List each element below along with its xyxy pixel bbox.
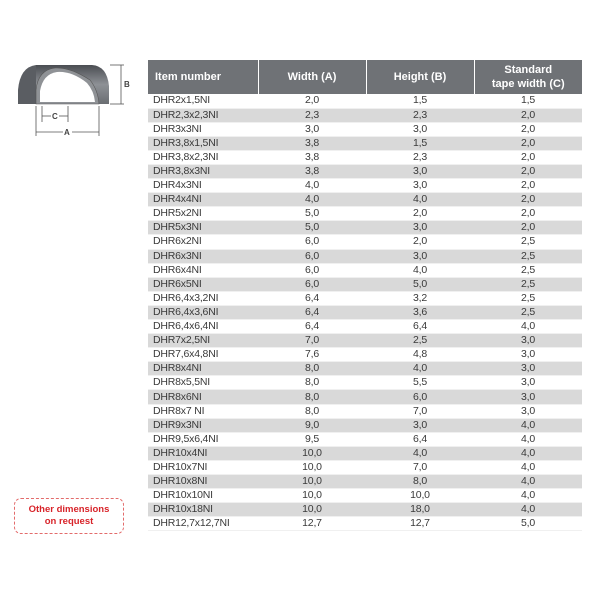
note-line-2: on request [44, 516, 94, 527]
cell-tape-width: 5,0 [474, 517, 582, 531]
cell-height: 3,2 [366, 291, 474, 305]
cell-tape-width: 3,0 [474, 390, 582, 404]
cell-item-number: DHR6x4NI [148, 263, 258, 277]
cell-height: 2,3 [366, 108, 474, 122]
cell-tape-width: 4,0 [474, 475, 582, 489]
table-row [148, 108, 582, 122]
cell-height: 10,0 [366, 489, 474, 503]
cell-tape-width: 2,0 [474, 221, 582, 235]
cell-item-number: DHR3x3NI [148, 122, 258, 136]
cell-item-number: DHR10x4NI [148, 446, 258, 460]
cell-item-number: DHR4x4NI [148, 193, 258, 207]
table-row [148, 432, 582, 446]
cell-height: 6,0 [366, 390, 474, 404]
table-row [148, 179, 582, 193]
cell-width: 9,0 [258, 418, 366, 432]
table-row [148, 418, 582, 432]
cell-item-number: DHR8x6NI [148, 390, 258, 404]
cell-width: 10,0 [258, 446, 366, 460]
cell-width: 10,0 [258, 475, 366, 489]
cell-item-number: DHR7x2,5NI [148, 334, 258, 348]
cell-width: 3,8 [258, 164, 366, 178]
cell-width: 6,0 [258, 263, 366, 277]
cell-tape-width: 2,5 [474, 305, 582, 319]
cell-width: 8,0 [258, 362, 366, 376]
cell-item-number: DHR8x4NI [148, 362, 258, 376]
cell-tape-width: 1,5 [474, 94, 582, 108]
table-row [148, 475, 582, 489]
table-row [148, 291, 582, 305]
cell-tape-width: 3,0 [474, 334, 582, 348]
cell-height: 3,0 [366, 164, 474, 178]
cell-height: 4,0 [366, 263, 474, 277]
cell-height: 4,0 [366, 446, 474, 460]
cell-tape-width: 2,5 [474, 277, 582, 291]
cell-item-number: DHR3,8x2,3NI [148, 150, 258, 164]
cell-tape-width: 2,0 [474, 108, 582, 122]
cell-tape-width: 3,0 [474, 362, 582, 376]
cell-width: 8,0 [258, 404, 366, 418]
cell-tape-width: 4,0 [474, 432, 582, 446]
table-body [148, 94, 582, 531]
dimension-b-marker [110, 65, 124, 104]
cell-item-number: DHR3,8x1,5NI [148, 136, 258, 150]
cell-item-number: DHR3,8x3NI [148, 164, 258, 178]
cell-item-number: DHR2x1,5NI [148, 94, 258, 108]
cell-height: 2,0 [366, 207, 474, 221]
cell-tape-width: 4,0 [474, 503, 582, 517]
cell-tape-width: 3,0 [474, 376, 582, 390]
table-row [148, 390, 582, 404]
note-line-1: Other dimensions [28, 504, 110, 515]
cell-item-number: DHR5x3NI [148, 221, 258, 235]
cell-tape-width: 2,5 [474, 263, 582, 277]
table-row [148, 404, 582, 418]
cell-item-number: DHR6x3NI [148, 249, 258, 263]
table-row [148, 376, 582, 390]
cell-tape-width: 2,0 [474, 179, 582, 193]
cell-tape-width: 2,5 [474, 249, 582, 263]
cell-width: 6,0 [258, 249, 366, 263]
cell-height: 7,0 [366, 404, 474, 418]
cell-height: 18,0 [366, 503, 474, 517]
cell-width: 10,0 [258, 489, 366, 503]
cell-tape-width: 2,0 [474, 136, 582, 150]
cell-item-number: DHR9x3NI [148, 418, 258, 432]
table-row [148, 249, 582, 263]
cell-item-number: DHR4x3NI [148, 179, 258, 193]
cell-item-number: DHR2,3x2,3NI [148, 108, 258, 122]
cell-width: 4,0 [258, 193, 366, 207]
table-row [148, 277, 582, 291]
cell-tape-width: 2,0 [474, 122, 582, 136]
cell-height: 3,0 [366, 249, 474, 263]
cell-item-number: DHR10x18NI [148, 503, 258, 517]
dimensions-table [148, 60, 582, 531]
cell-width: 7,6 [258, 348, 366, 362]
table-row [148, 362, 582, 376]
cell-width: 10,0 [258, 503, 366, 517]
cell-tape-width: 4,0 [474, 489, 582, 503]
cell-width: 3,8 [258, 150, 366, 164]
cell-width: 6,4 [258, 305, 366, 319]
profile-diagram [6, 58, 136, 143]
table-row [148, 320, 582, 334]
cell-tape-width: 4,0 [474, 446, 582, 460]
cell-width: 2,0 [258, 94, 366, 108]
cell-item-number: DHR6x2NI [148, 235, 258, 249]
cell-height: 2,0 [366, 235, 474, 249]
header-width: Width (A) [258, 60, 366, 94]
cell-width: 9,5 [258, 432, 366, 446]
table-row [148, 489, 582, 503]
cell-item-number: DHR6,4x6,4NI [148, 320, 258, 334]
table-row [148, 94, 582, 108]
cell-height: 5,5 [366, 376, 474, 390]
cell-item-number: DHR8x5,5NI [148, 376, 258, 390]
cell-width: 12,7 [258, 517, 366, 531]
cell-item-number: DHR8x7 NI [148, 404, 258, 418]
cell-tape-width: 4,0 [474, 460, 582, 474]
cell-width: 5,0 [258, 221, 366, 235]
header-tape-width-line1: Standard [504, 64, 553, 76]
cell-item-number: DHR7,6x4,8NI [148, 348, 258, 362]
table-row [148, 460, 582, 474]
table-row [148, 305, 582, 319]
cell-height: 8,0 [366, 475, 474, 489]
cell-height: 3,0 [366, 179, 474, 193]
table-row [148, 136, 582, 150]
table-header-row [148, 60, 582, 94]
cell-width: 8,0 [258, 390, 366, 404]
cell-height: 1,5 [366, 136, 474, 150]
cell-width: 5,0 [258, 207, 366, 221]
table-row [148, 235, 582, 249]
cell-height: 6,4 [366, 320, 474, 334]
cell-width: 6,4 [258, 291, 366, 305]
cell-tape-width: 2,5 [474, 235, 582, 249]
cell-height: 6,4 [366, 432, 474, 446]
cell-height: 4,0 [366, 193, 474, 207]
cell-width: 8,0 [258, 376, 366, 390]
table-row [148, 517, 582, 531]
cell-height: 7,0 [366, 460, 474, 474]
cell-height: 3,0 [366, 418, 474, 432]
cell-width: 3,8 [258, 136, 366, 150]
cell-tape-width: 2,0 [474, 207, 582, 221]
cell-height: 4,0 [366, 362, 474, 376]
table-row [148, 122, 582, 136]
cell-height: 1,5 [366, 94, 474, 108]
cell-width: 6,4 [258, 320, 366, 334]
cell-item-number: DHR9,5x6,4NI [148, 432, 258, 446]
table-row [148, 348, 582, 362]
cell-width: 2,3 [258, 108, 366, 122]
cell-height: 12,7 [366, 517, 474, 531]
cell-height: 4,8 [366, 348, 474, 362]
cell-width: 7,0 [258, 334, 366, 348]
table-row [148, 263, 582, 277]
other-dimensions-note [14, 498, 124, 534]
header-height: Height (B) [366, 60, 474, 94]
cell-width: 4,0 [258, 179, 366, 193]
cell-tape-width: 3,0 [474, 348, 582, 362]
cell-height: 2,5 [366, 334, 474, 348]
cell-item-number: DHR12,7x12,7NI [148, 517, 258, 531]
cell-tape-width: 4,0 [474, 418, 582, 432]
cell-tape-width: 2,5 [474, 291, 582, 305]
table-row [148, 446, 582, 460]
cell-item-number: DHR6,4x3,6NI [148, 305, 258, 319]
header-item-number: Item number [148, 60, 258, 94]
cell-item-number: DHR10x10NI [148, 489, 258, 503]
cell-tape-width: 3,0 [474, 404, 582, 418]
cell-item-number: DHR6x5NI [148, 277, 258, 291]
cell-height: 3,0 [366, 221, 474, 235]
cell-height: 3,0 [366, 122, 474, 136]
table-row [148, 150, 582, 164]
cell-item-number: DHR5x2NI [148, 207, 258, 221]
dimension-a-label: A [64, 128, 70, 137]
cell-tape-width: 2,0 [474, 150, 582, 164]
table-row [148, 164, 582, 178]
cell-height: 3,6 [366, 305, 474, 319]
table-row [148, 334, 582, 348]
cell-tape-width: 2,0 [474, 164, 582, 178]
header-tape-width-line2: tape width (C) [491, 78, 565, 90]
cell-tape-width: 2,0 [474, 193, 582, 207]
cell-tape-width: 4,0 [474, 320, 582, 334]
cell-width: 10,0 [258, 460, 366, 474]
cell-item-number: DHR10x7NI [148, 460, 258, 474]
dimension-b-label: B [124, 80, 130, 89]
cell-height: 5,0 [366, 277, 474, 291]
cell-item-number: DHR10x8NI [148, 475, 258, 489]
cell-width: 6,0 [258, 277, 366, 291]
cell-width: 3,0 [258, 122, 366, 136]
table-row [148, 207, 582, 221]
table-row [148, 221, 582, 235]
cell-width: 6,0 [258, 235, 366, 249]
header-tape-width [474, 60, 582, 94]
table-row [148, 503, 582, 517]
cell-height: 2,3 [366, 150, 474, 164]
table-row [148, 193, 582, 207]
dimension-c-label: C [52, 112, 58, 121]
cell-item-number: DHR6,4x3,2NI [148, 291, 258, 305]
